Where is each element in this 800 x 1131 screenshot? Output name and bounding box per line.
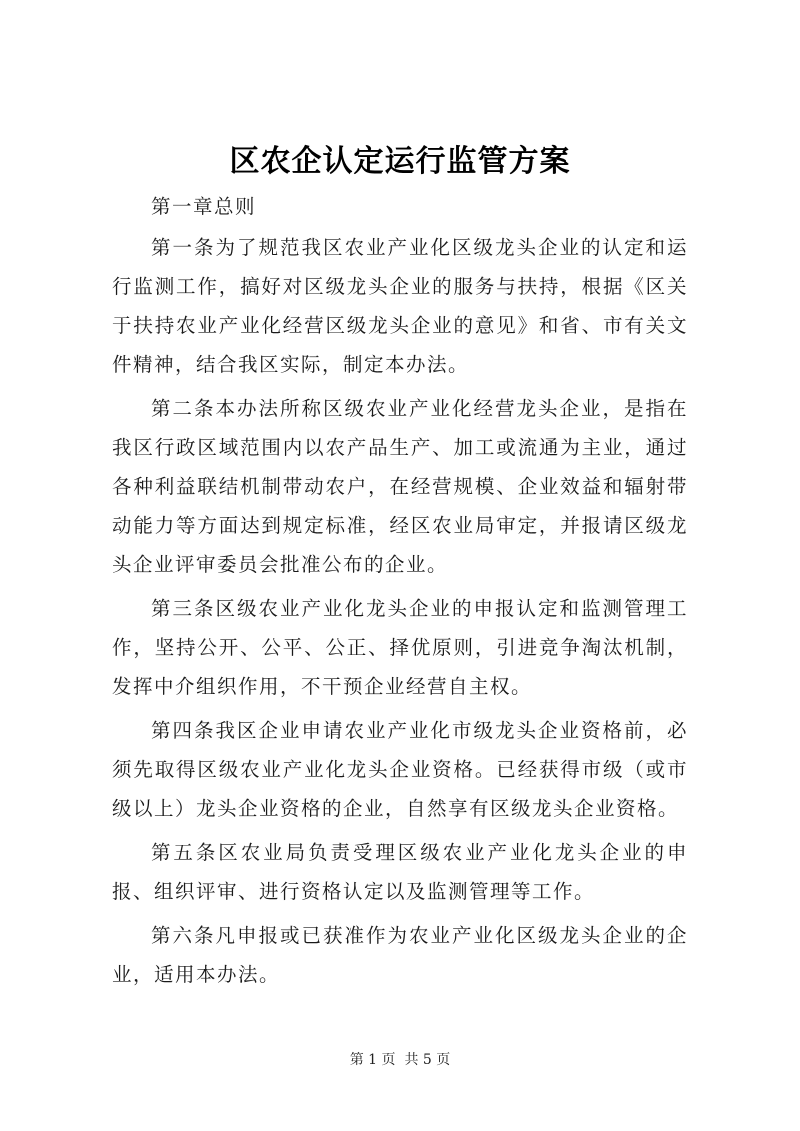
- article-4-paragraph: 第四条我区企业申请农业产业化市级龙头企业资格前，必须先取得区级农业产业化龙头企业资格。已经获得市级（或市级以上）龙头企业资格的企业，自然享有区级龙头企业资格。: [112, 719, 688, 820]
- document-body: [112, 187, 688, 999]
- page-number-label: 第 1 页 共 5 页: [349, 1052, 451, 1068]
- page-footer: [0, 1050, 800, 1070]
- article-3-paragraph: 第三条区级农业产业化龙头企业的申报认定和监测管理工作，坚持公开、公平、公正、择优原则，引进竞争淘汰机制，发挥中介组织作用，不干预企业经营自主权。: [112, 597, 688, 698]
- article-5-paragraph: 第五条区农业局负责受理区级农业产业化龙头企业的申报、组织评审、进行资格认定以及监测管理等工作。: [112, 841, 688, 903]
- article-6-paragraph: 第六条凡申报或已获准作为农业产业化区级龙头企业的企业，适用本办法。: [112, 924, 688, 986]
- document-title: 区农企认定运行监管方案: [229, 144, 571, 179]
- chapter-heading: 第一章总则: [151, 195, 257, 218]
- article-2-paragraph: 第二条本办法所称区级农业产业化经营龙头企业，是指在我区行政区域范围内以农产品生产、加工或流通为主业，通过各种利益联结机制带动农户，在经营规模、企业效益和辐射带动能力等方面达到规定标准，经区农业局审定，并报请区级龙头企业评审委员会批准公布的企业。: [112, 397, 688, 576]
- article-1-paragraph: 第一条为了规范我区农业产业化区级龙头企业的认定和运行监测工作，搞好对区级龙头企业的服务与扶持，根据《区关于扶持农业产业化经营区级龙头企业的意见》和省、市有关文件精神，结合我区实际，制定本办法。: [112, 236, 688, 376]
